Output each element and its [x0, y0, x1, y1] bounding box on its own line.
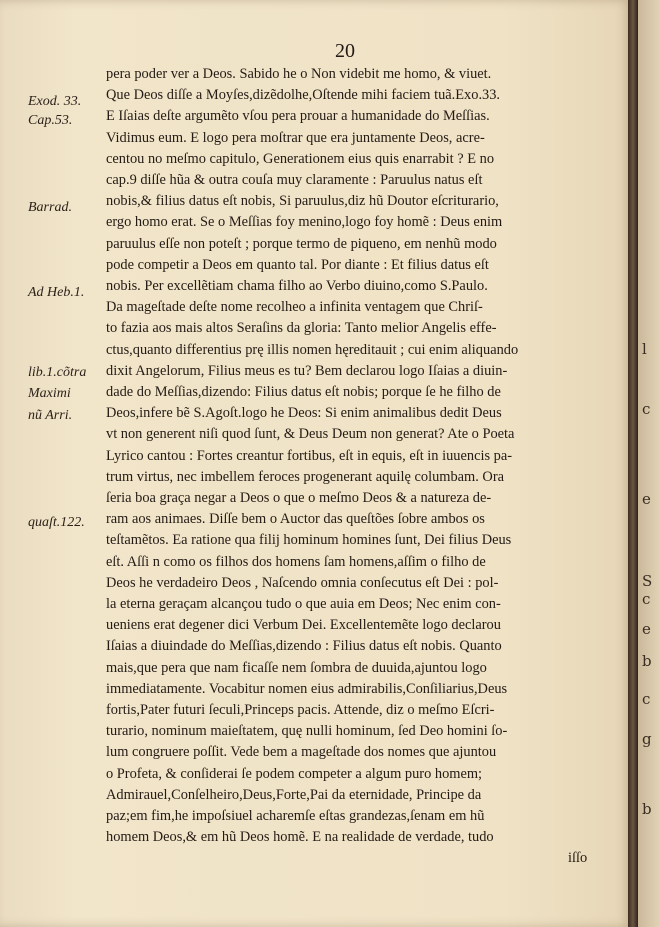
next-page-fragment: e: [642, 490, 651, 508]
margin-note: Ad Heb.1.: [28, 285, 85, 300]
book-gutter: [628, 0, 638, 927]
text-line: o Profeta, & conſiderai ſe podem competer a algum puro homem;: [106, 765, 483, 782]
next-page-fragment: b: [642, 800, 652, 818]
next-page-fragment: c: [642, 590, 651, 608]
text-line: pode competir a Deos em quanto tal. Por diante : Et filius datus eſt: [106, 256, 489, 273]
text-line: to fazia aos mais altos Seraſins da gloria: Tanto melior Angelis effe-: [106, 320, 497, 337]
text-line: cap.9 diſſe hũa & outra couſa muy claramente : Paruulus natus eſt: [106, 172, 483, 188]
text-line: Lyrico cantou : Fortes creantur fortibus, eſt in equis, eſt in iuuencis pa-: [106, 447, 513, 464]
text-line: dixit Angelorum, Filius meus es tu? Bem declarou logo Iſaias a diuin-: [106, 362, 508, 379]
margin-note: quaſt.122.: [28, 515, 85, 530]
margin-note: Exod. 33.: [28, 94, 82, 109]
text-line: ram aos animaes. Diſſe bem o Auctor das queſtões ſobre ambos os: [106, 511, 485, 528]
margin-note: nũ Arri.: [28, 408, 73, 423]
page-number: 20: [335, 40, 355, 62]
text-line: Da mageſtade deſte nome recolheo a infinita ventagem que Chriſ-: [106, 299, 483, 316]
margin-note: Barrad.: [28, 200, 72, 215]
text-line: Deos,infere bẽ S.Agoſt.logo he Deos: Si enim animalibus dedit Deus: [106, 405, 502, 422]
text-line: lum congruere poſſit. Vede bem a mageſtade dos nomes que ajuntou: [106, 744, 497, 761]
text-line: nobis,& filius datus eſt nobis, Si paruulus,diz hũ Doutor eſcriturario,: [106, 193, 499, 210]
margin-note: Cap.53.: [28, 113, 73, 128]
text-line: nobis. Per excellẽtiam chama filho ao Verbo diuino,como S.Paulo.: [106, 278, 488, 294]
text-line: fortis,Pater futuri ſeculi,Princeps pacis. Attende, diz o meſmo Eſcri-: [106, 702, 495, 718]
text-line: turario, nominum maieſtatem, quę nulli hominum, ſed Deo homini ſo-: [106, 723, 508, 740]
text-line: ergo homo erat. Se o Meſſias foy menino,logo foy homẽ : Deus enim: [106, 214, 503, 231]
text-line: ctus,quanto differentius prę illis nomen hęreditauit ; cui enim aliquando: [106, 341, 519, 358]
text-line: paruulus eſſe non poteſt ; porque termo de piqueno, em nenhũ modo: [106, 235, 497, 252]
text-line: Vidimus eum. E logo pera moſtrar que era juntamente Deos, acre-: [106, 129, 485, 146]
text-line: immediatamente. Vocabitur nomen eius admirabilis,Conſiliarius,Deus: [106, 680, 508, 697]
next-page-fragment: b: [642, 652, 652, 670]
text-line: mais,que pera que nam ficaſſe nem ſombra de duuida,ajuntou logo: [106, 659, 487, 676]
margin-note: Maximi: [28, 386, 71, 401]
next-page-edge: [638, 0, 660, 927]
text-line: E Iſaias deſte argumẽto vſou pera prouar a humanidade do Meſſias.: [106, 108, 490, 125]
text-line: paz;em fim,he impoſsiuel acharemſe eſtas grandezas,ſenam em hũ: [106, 808, 485, 824]
next-page-fragment: g: [642, 730, 652, 748]
text-line: Que Deos diſſe a Moyſes,dizẽdolhe,Oſtende mihi faciem tuã.Exo.33.: [106, 87, 501, 104]
next-page-fragment: e: [642, 620, 651, 638]
margin-note: lib.1.cõtra: [28, 365, 87, 380]
text-line: eſt. Aſſi n como os filhos dos homens ſam homens,aſſim o filho de: [106, 553, 486, 570]
next-page-fragment: c: [642, 400, 651, 418]
next-page-fragment: S: [642, 572, 653, 590]
next-page-fragment: l: [642, 340, 647, 358]
text-line: la eterna geraçam alcançou tudo o que auia em Deos; Nec enim con-: [106, 596, 501, 612]
text-line: pera poder ver a Deos. Sabido he o Non videbit me homo, & viuet.: [106, 66, 492, 82]
text-line: ſeria boa graça negar a Deos o que o meſmo Deos & a natureza de-: [106, 490, 492, 506]
text-line: centou no meſmo capitulo, Generationem eius quis enarrabit ? E no: [106, 150, 495, 167]
text-line: vt non generent niſi quod ſunt, & Deus Deum non generat? Ate o Poeta: [106, 426, 515, 443]
text-line: Admirauel,Conſelheiro,Deus,Forte,Pai da eternidade, Principe da: [106, 786, 482, 803]
text-line: Iſaias a diuindade do Meſſias,dizendo : Filius datus eſt nobis. Quanto: [106, 638, 502, 655]
text-line: dade do Meſſias,dizendo: Filius datus eſt nobis; porque ſe he filho de: [106, 384, 501, 400]
text-line: teſtamẽtos. Ea ratione qua filij hominum homines ſunt, Dei filius Deus: [106, 532, 512, 549]
next-page-fragment: c: [642, 690, 651, 708]
text-line: Deos he verdadeiro Deos , Naſcendo omnia conſecutus eſt Dei : pol-: [106, 574, 499, 591]
text-line: homem Deos,& em hũ Deos homẽ. E na realidade de verdade, tudo: [106, 829, 494, 846]
catchword: iſſo: [568, 850, 588, 867]
text-line: ueniens erat degener dici Verbum Dei. Excellentemẽte logo declarou: [106, 617, 501, 634]
text-line: trum virtus, nec imbellem feroces progenerant aquilę columbam. Ora: [106, 468, 504, 485]
